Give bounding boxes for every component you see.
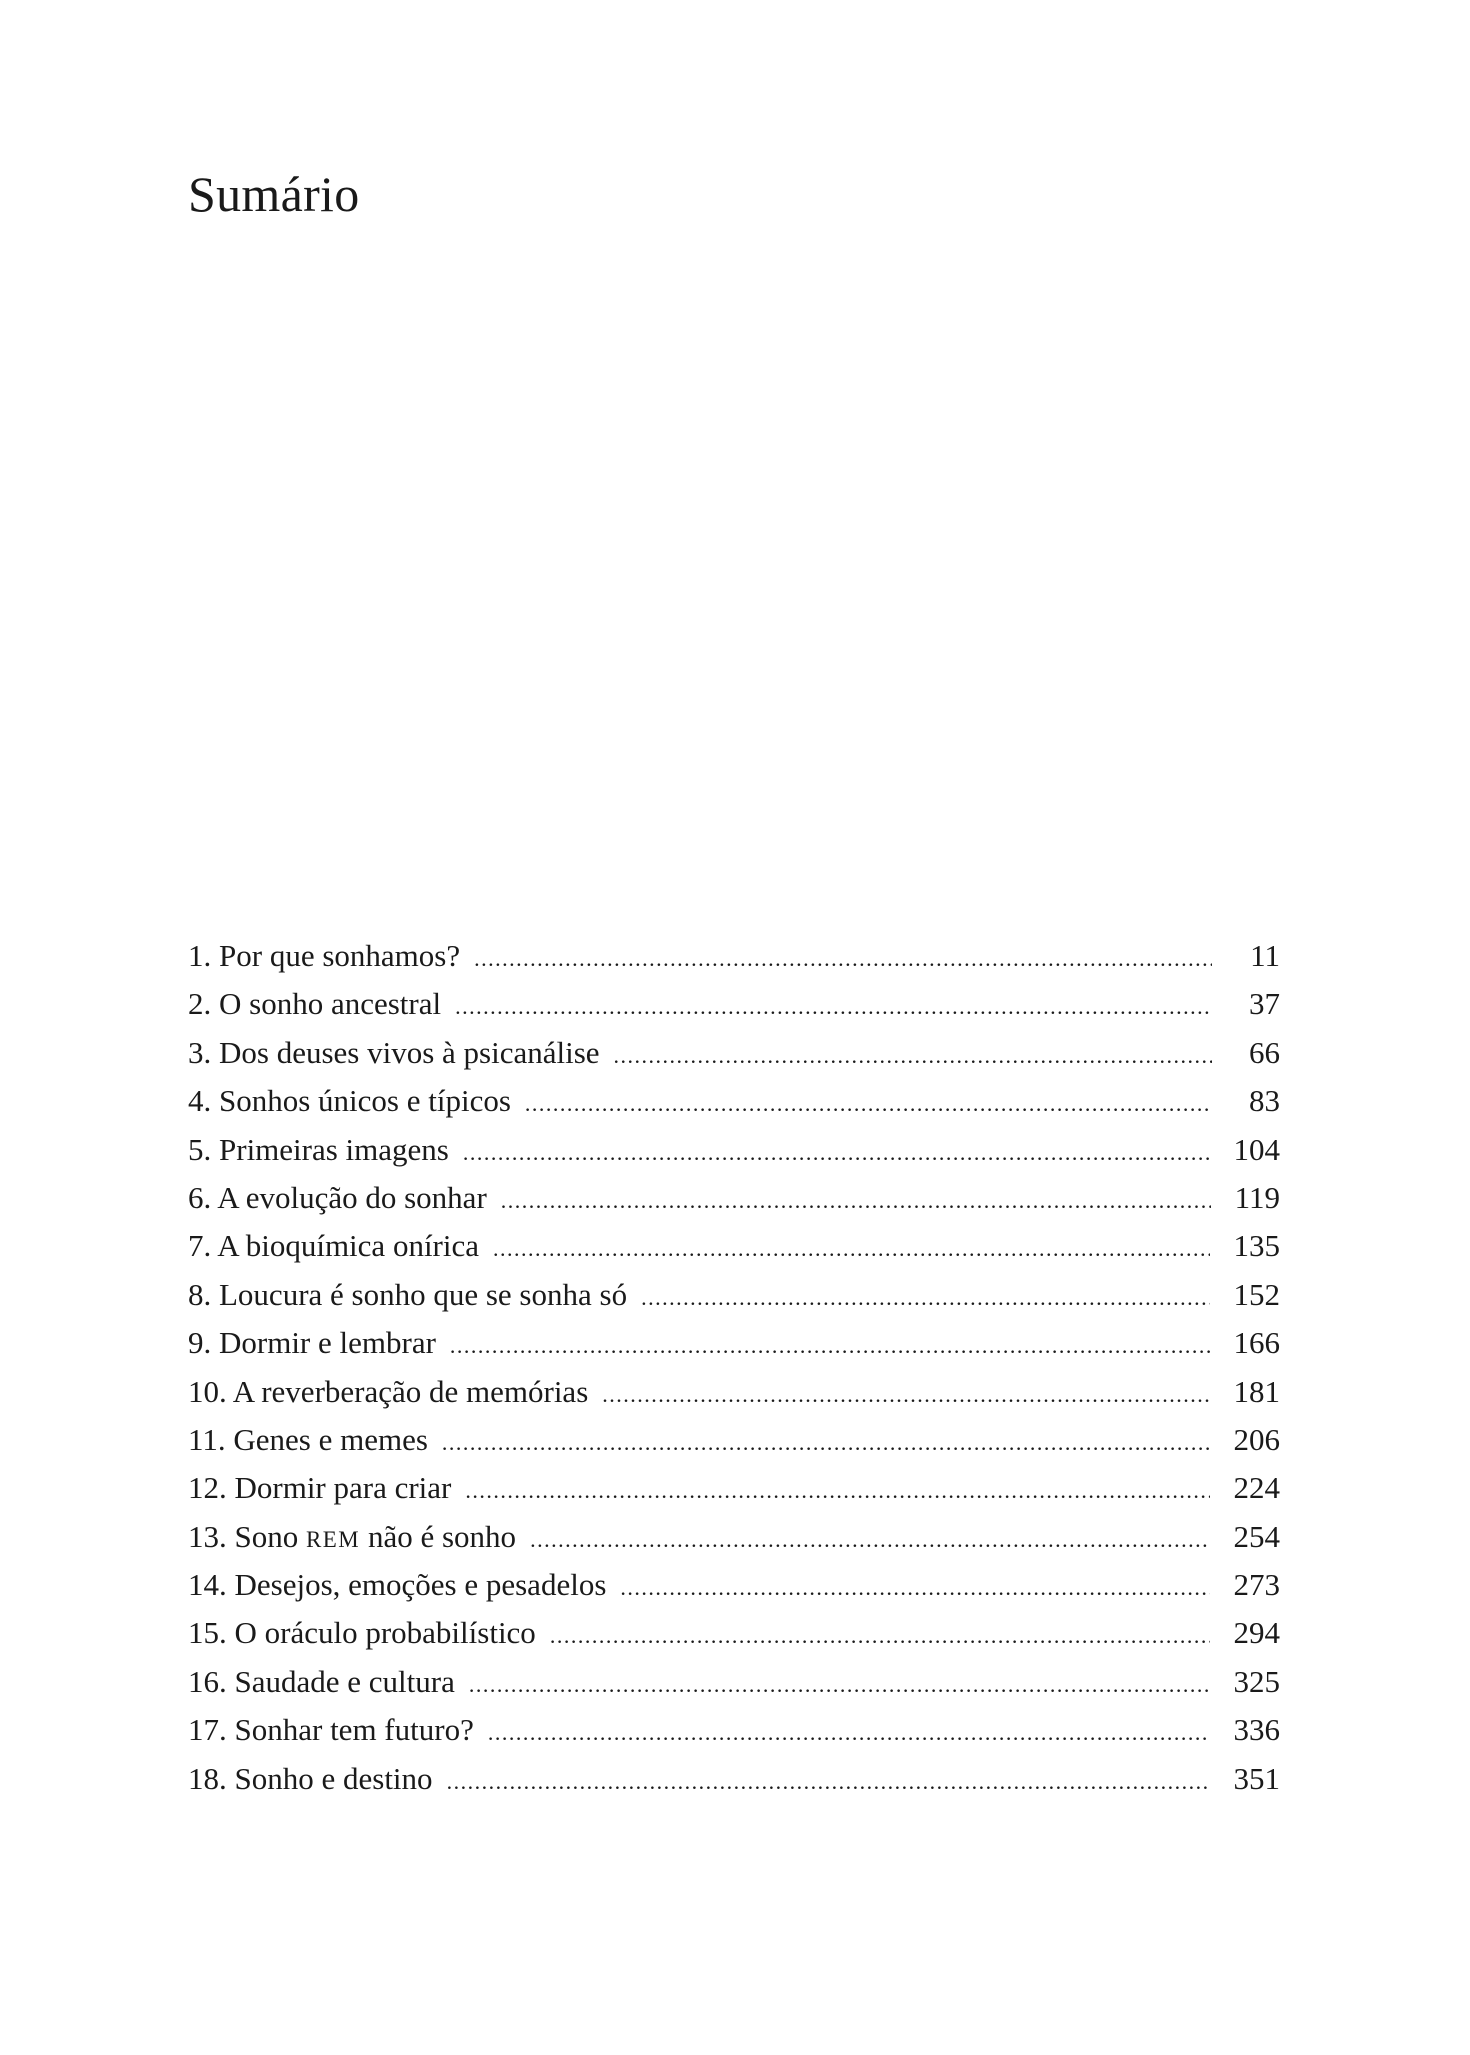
toc-entry-label <box>188 1422 428 1458</box>
toc-entry-number: 4. <box>188 1083 212 1119</box>
toc-entry[interactable] <box>188 1083 1280 1131</box>
toc-entry-title: Genes e memes <box>233 1421 428 1457</box>
dot-leader <box>447 1769 1210 1795</box>
toc-entry-page: 119 <box>1234 1179 1280 1215</box>
toc-entry[interactable] <box>188 1567 1280 1615</box>
toc-entry-label <box>188 1035 600 1071</box>
toc-entry-number: 1. <box>188 938 212 973</box>
toc-entry[interactable] <box>188 1422 1280 1470</box>
toc-entry-page: 351 <box>1233 1760 1280 1796</box>
toc-entry-page: 135 <box>1233 1228 1280 1264</box>
toc-entry[interactable] <box>188 1180 1280 1228</box>
toc-entry-page: 206 <box>1233 1421 1280 1457</box>
toc-entry-title: Dormir para criar <box>234 1470 452 1506</box>
toc-entry-page: 181 <box>1233 1373 1280 1409</box>
toc-entry-label <box>188 1374 588 1410</box>
toc-entry-title-end: não é sonho <box>367 1518 517 1554</box>
toc-entry-number: 3. <box>188 1034 212 1070</box>
dot-leader <box>465 1478 1209 1504</box>
toc-entry[interactable] <box>188 1374 1280 1422</box>
toc-entry[interactable] <box>188 1132 1280 1180</box>
toc-entry-label <box>188 1180 487 1216</box>
toc-entry-number: 17. <box>188 1712 227 1748</box>
toc-entry[interactable] <box>188 1615 1280 1663</box>
toc-entry-number: 15. <box>188 1615 227 1651</box>
toc-entry[interactable] <box>188 986 1280 1034</box>
toc-entry[interactable] <box>188 1035 1280 1083</box>
toc-entry-title: O oráculo probabilístico <box>234 1615 536 1651</box>
dot-leader <box>614 1043 1212 1069</box>
toc-entry-number: 18. <box>188 1760 227 1796</box>
toc-entry-title: Primeiras imagens <box>219 1131 449 1167</box>
dot-leader <box>525 1091 1212 1117</box>
toc-entry-label <box>188 1712 474 1748</box>
toc-entry-number: 13. <box>188 1518 227 1554</box>
toc-entry[interactable] <box>188 1277 1280 1325</box>
toc-entry-label <box>188 986 441 1022</box>
toc-entry-number: 12. <box>188 1470 227 1506</box>
toc-entry[interactable] <box>188 1519 1280 1567</box>
dot-leader <box>450 1333 1210 1359</box>
toc-entry-number: 16. <box>188 1663 227 1699</box>
toc-entry-page: 66 <box>1249 1034 1280 1070</box>
toc-entry-title: A evolução do sonhar <box>217 1179 487 1215</box>
toc-entry[interactable] <box>188 1325 1280 1373</box>
toc-entry-title: Saudade e cultura <box>234 1663 455 1699</box>
toc-entry-number: 6. <box>188 1179 212 1215</box>
toc-entry-number: 8. <box>188 1276 212 1312</box>
toc-entry-number: 10. <box>188 1373 227 1409</box>
dot-leader <box>442 1430 1210 1456</box>
toc-entry-label <box>188 1325 436 1361</box>
toc-entry-number: 9. <box>188 1325 212 1361</box>
toc-entry-title: A bioquímica onírica <box>217 1228 480 1264</box>
toc-entry-page: 294 <box>1233 1615 1280 1651</box>
toc-entry-abbreviation: REM <box>306 1526 361 1552</box>
toc-entry-page: 254 <box>1233 1518 1280 1554</box>
toc-entry-label <box>188 1761 433 1797</box>
toc-entry-page: 224 <box>1233 1470 1280 1506</box>
toc-entry-label <box>188 1615 536 1651</box>
toc-entry-page: 104 <box>1233 1131 1280 1167</box>
toc-entry-page: 152 <box>1233 1276 1280 1312</box>
toc-entry-label <box>188 1664 455 1700</box>
dot-leader <box>488 1720 1210 1746</box>
page-title: Sumário <box>188 166 360 222</box>
dot-leader <box>641 1285 1209 1311</box>
dot-leader <box>463 1140 1210 1166</box>
toc-entry-title: O sonho ancestral <box>219 986 442 1022</box>
toc-entry-label <box>188 1519 516 1555</box>
toc-entry-label <box>188 1277 627 1313</box>
toc-entry[interactable] <box>188 1761 1280 1809</box>
toc-entry[interactable] <box>188 1712 1280 1760</box>
toc-entry-number: 2. <box>188 986 212 1022</box>
toc-entry-page: 11 <box>1250 938 1280 973</box>
toc-entry-page: 83 <box>1249 1083 1280 1119</box>
toc-entry-label <box>188 1132 449 1168</box>
toc-entry-title: Sonhar tem futuro? <box>234 1712 474 1748</box>
toc-entry-title: A reverberação de memórias <box>232 1373 589 1409</box>
toc-entry-title: Sonho e destino <box>234 1760 433 1796</box>
toc-entry-number: 7. <box>188 1228 212 1264</box>
toc-entry-label <box>188 1567 606 1603</box>
toc-entry-title: Loucura é sonho que se sonha só <box>219 1276 628 1312</box>
toc-entry[interactable] <box>188 938 1280 986</box>
toc-entry[interactable] <box>188 1228 1280 1276</box>
toc-entry[interactable] <box>188 1470 1280 1518</box>
dot-leader <box>550 1623 1210 1649</box>
dot-leader <box>530 1527 1209 1553</box>
toc-entry-page: 325 <box>1233 1663 1280 1699</box>
toc-entry-page: 336 <box>1233 1712 1280 1748</box>
dot-leader <box>469 1672 1210 1698</box>
toc-entry-page: 166 <box>1233 1325 1280 1361</box>
toc-entry[interactable] <box>188 1664 1280 1712</box>
toc-entry-label <box>188 1470 451 1506</box>
dot-leader <box>474 946 1212 972</box>
toc-entry-title: Por que sonhamos? <box>219 938 461 973</box>
toc-entry-label <box>188 1083 511 1119</box>
dot-leader <box>455 994 1212 1020</box>
toc-entry-number: 14. <box>188 1567 227 1603</box>
toc-entry-title: Desejos, emoções e pesadelos <box>234 1567 607 1603</box>
toc-entry-title: Dos deuses vivos à psicanálise <box>219 1034 600 1070</box>
table-of-contents <box>188 938 1280 1809</box>
dot-leader <box>602 1382 1209 1408</box>
toc-entry-number: 5. <box>188 1131 212 1167</box>
toc-entry-page: 273 <box>1233 1567 1280 1603</box>
toc-entry-label <box>188 1228 479 1264</box>
dot-leader <box>501 1188 1211 1214</box>
dot-leader <box>493 1236 1209 1262</box>
toc-entry-title: Sonhos únicos e típicos <box>219 1083 511 1119</box>
toc-entry-number: 11. <box>188 1421 226 1457</box>
toc-entry-label <box>188 938 460 974</box>
toc-entry-title-start: Sono <box>234 1518 299 1554</box>
toc-entry-title: Dormir e lembrar <box>219 1325 436 1361</box>
toc-entry-page: 37 <box>1249 986 1280 1022</box>
dot-leader <box>620 1575 1209 1601</box>
